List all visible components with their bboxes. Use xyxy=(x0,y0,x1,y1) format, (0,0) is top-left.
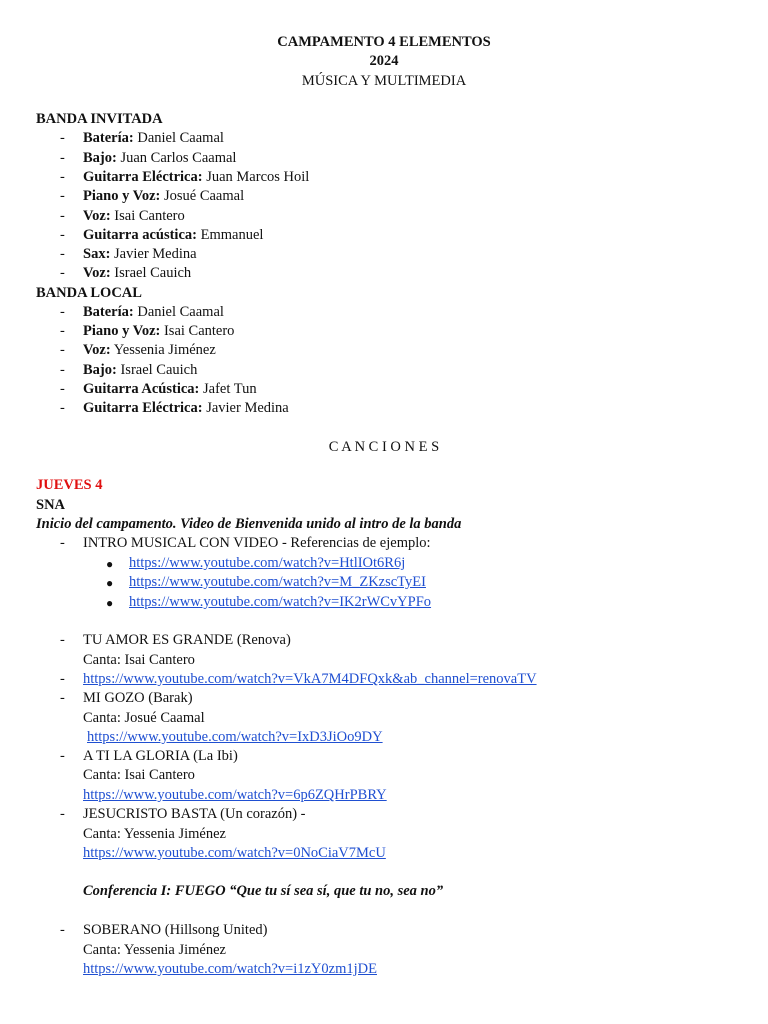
song-link[interactable]: https://www.youtube.com/watch?v=i1zY0zm1jDE xyxy=(83,961,377,977)
song-title: A TI LA GLORIA (La Ibi) xyxy=(83,748,238,764)
member-role: Guitarra Eléctrica: xyxy=(83,400,203,416)
list-dash: - xyxy=(60,690,65,706)
doc-year: 2024 xyxy=(369,53,399,69)
member-role: Batería: xyxy=(83,304,134,320)
bullet-icon: ● xyxy=(106,576,114,590)
member-item xyxy=(83,130,224,147)
member-name: Juan Carlos Caamal xyxy=(120,150,237,166)
list-dash: - xyxy=(60,632,65,648)
member-name: Josué Caamal xyxy=(163,188,245,204)
member-item xyxy=(83,342,216,359)
member-item xyxy=(83,362,197,379)
song-singer: Canta: Isai Cantero xyxy=(83,652,195,668)
reference-link[interactable]: https://www.youtube.com/watch?v=IK2rWCvYPFo xyxy=(129,594,432,610)
member-item xyxy=(83,400,289,417)
bullet-icon: ● xyxy=(106,596,114,610)
list-dash: - xyxy=(60,246,65,262)
member-name: Isai Cantero xyxy=(114,208,185,224)
member-item xyxy=(83,208,185,225)
member-role: Guitarra Eléctrica: xyxy=(83,169,203,185)
member-role: Guitarra Acústica: xyxy=(83,381,200,397)
song-title: TU AMOR ES GRANDE (Renova) xyxy=(83,632,291,648)
song-title: MI GOZO (Barak) xyxy=(83,690,193,706)
song-link[interactable]: https://www.youtube.com/watch?v=IxD3JiOo9DY xyxy=(87,729,383,745)
list-dash: - xyxy=(60,342,65,358)
day-heading: JUEVES 4 xyxy=(36,477,103,493)
list-dash: - xyxy=(60,806,65,822)
member-name: Emmanuel xyxy=(200,227,264,243)
song-link[interactable]: https://www.youtube.com/watch?v=6p6ZQHrPBRY xyxy=(83,787,387,803)
member-item xyxy=(83,150,236,167)
member-role: Voz: xyxy=(83,265,111,281)
song-singer: Canta: Isai Cantero xyxy=(83,767,195,783)
list-dash: - xyxy=(60,748,65,764)
member-name: Javier Medina xyxy=(114,246,197,262)
member-item xyxy=(83,265,191,282)
member-role: Guitarra acústica: xyxy=(83,227,197,243)
member-name: Javier Medina xyxy=(206,400,289,416)
list-dash: - xyxy=(60,188,65,204)
list-dash: - xyxy=(60,922,65,938)
doc-title: CAMPAMENTO 4 ELEMENTOS xyxy=(277,34,491,50)
list-dash: - xyxy=(60,400,65,416)
member-item xyxy=(83,227,263,244)
member-name: Isai Cantero xyxy=(163,323,235,339)
member-role: Voz: xyxy=(83,208,111,224)
song-singer: Canta: Yessenia Jiménez xyxy=(83,826,226,842)
list-dash: - xyxy=(60,304,65,320)
member-name: Daniel Caamal xyxy=(137,304,224,320)
song-singer: Canta: Yessenia Jiménez xyxy=(83,942,226,958)
member-role: Piano y Voz: xyxy=(83,323,161,339)
list-dash: - xyxy=(60,671,65,687)
member-item xyxy=(83,304,224,321)
list-dash: - xyxy=(60,323,65,339)
member-name: Yessenia Jiménez xyxy=(113,342,216,358)
reference-link[interactable]: https://www.youtube.com/watch?v=M_ZKzscTyEI xyxy=(129,574,426,590)
song-title: JESUCRISTO BASTA (Un corazón) - xyxy=(83,806,306,822)
list-dash: - xyxy=(60,227,65,243)
list-dash: - xyxy=(60,362,65,378)
song-link[interactable]: https://www.youtube.com/watch?v=0NoCiaV7McU xyxy=(83,845,386,861)
list-dash: - xyxy=(60,381,65,397)
member-role: Bajo: xyxy=(83,362,117,378)
member-name: Juan Marcos Hoil xyxy=(206,169,310,185)
intro-item: INTRO MUSICAL CON VIDEO - Referencias de ejemplo: xyxy=(83,535,431,551)
session-heading: SNA xyxy=(36,497,66,513)
member-item xyxy=(83,246,197,263)
member-role: Sax: xyxy=(83,246,111,262)
member-name: Israel Cauich xyxy=(120,362,198,378)
member-role: Batería: xyxy=(83,130,134,146)
song-title: SOBERANO (Hillsong United) xyxy=(83,922,268,938)
member-role: Piano y Voz: xyxy=(83,188,161,204)
doc-subtitle: MÚSICA Y MULTIMEDIA xyxy=(301,73,467,89)
list-dash: - xyxy=(60,265,65,281)
list-dash: - xyxy=(60,169,65,185)
member-name: Jafet Tun xyxy=(203,381,257,397)
banda-local-heading: BANDA LOCAL xyxy=(36,285,142,301)
reference-link[interactable]: https://www.youtube.com/watch?v=HtlIOt6R6j xyxy=(129,555,406,571)
member-item xyxy=(83,323,234,340)
list-dash: - xyxy=(60,208,65,224)
bullet-icon: ● xyxy=(106,557,114,571)
song-link[interactable]: https://www.youtube.com/watch?v=VkA7M4DFQxk&ab_channel=renovaTV xyxy=(83,671,537,687)
member-item xyxy=(83,188,244,205)
member-role: Voz: xyxy=(83,342,111,358)
list-dash: - xyxy=(60,130,65,146)
conferencia-line: Conferencia I: FUEGO “Que tu sí sea sí, que tu no, sea no” xyxy=(83,883,444,899)
list-dash: - xyxy=(60,535,65,551)
member-role: Bajo: xyxy=(83,150,117,166)
list-dash: - xyxy=(60,150,65,166)
song-singer: Canta: Josué Caamal xyxy=(83,710,205,726)
member-item xyxy=(83,169,309,186)
intro-description: Inicio del campamento. Video de Bienvenida unido al intro de la banda xyxy=(36,516,462,532)
canciones-title: C A N C I O N E S xyxy=(328,439,440,455)
member-item xyxy=(83,381,257,398)
banda-invitada-heading: BANDA INVITADA xyxy=(36,111,163,127)
member-name: Israel Cauich xyxy=(114,265,192,281)
member-name: Daniel Caamal xyxy=(137,130,224,146)
